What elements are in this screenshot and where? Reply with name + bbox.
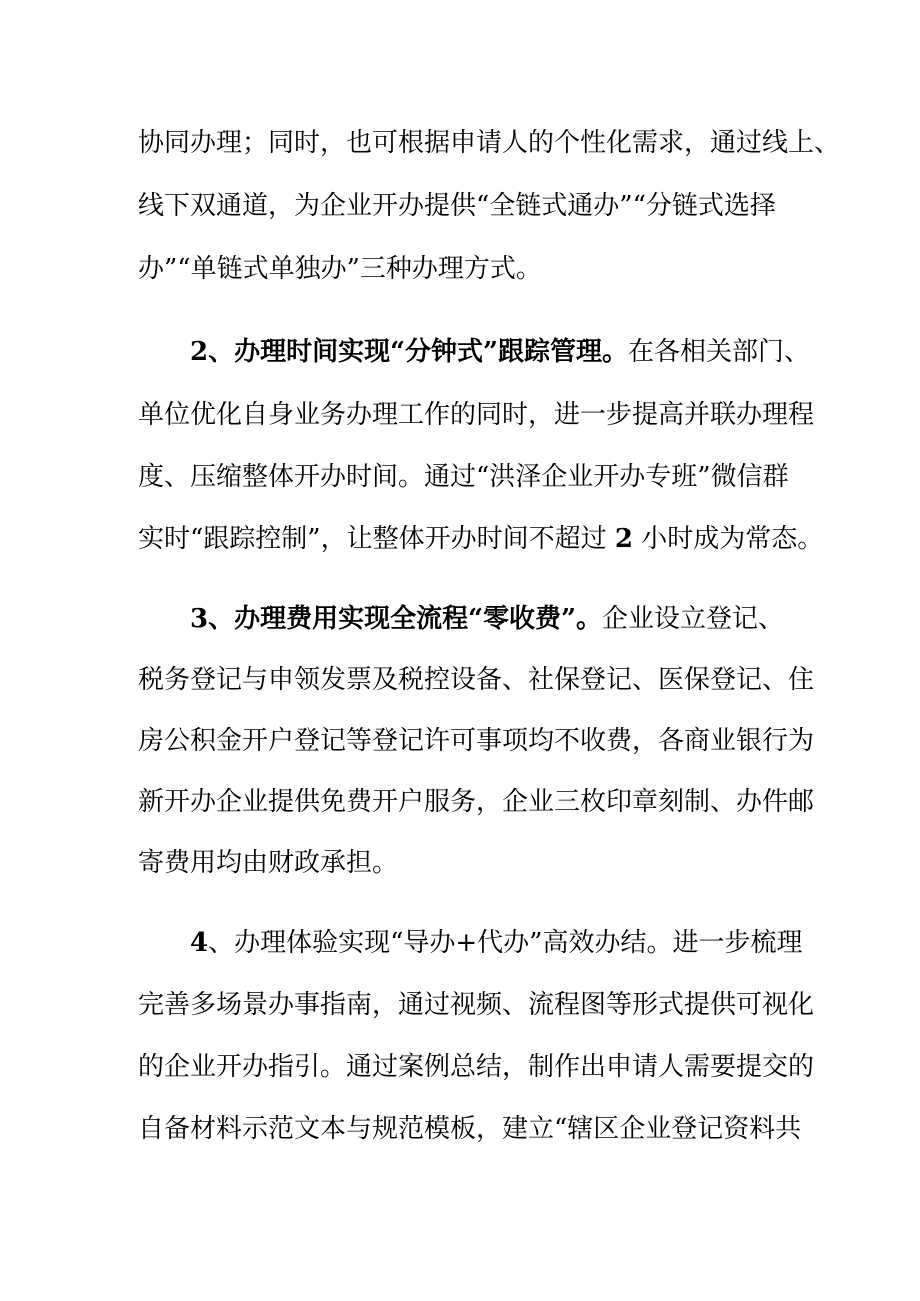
hours-number: 2 [614,524,633,554]
paragraph-line: 完善多场景办事指南，通过视频、流程图等形式提供可视化 [138,990,815,1020]
paragraph-line: 单位优化自身业务办理工作的同时，进一步提高并联办理程 [138,400,815,430]
paragraph-line: 办”“单链式单独办”三种办理方式。 [138,254,542,284]
paragraph-line: 线下双通道，为企业开办提供“全链式通办”“分链式选择 [138,191,776,221]
section-number: 4 [190,928,209,958]
paragraph-line: 度、压缩整体开办时间。通过“洪泽企业开办专班”微信群 [138,462,789,492]
paragraph-line: 房公积金开户登记等登记许可事项均不收费，各商业银行为 [138,726,815,756]
paragraph-line [138,519,824,559]
paragraph-line: 税务登记与申领发票及税控设备、社保登记、医保登记、住 [138,665,815,695]
paragraph-line: 的企业开办指引。通过案例总结，制作出申请人需要提交的 [138,1052,815,1082]
paragraph-text: 、办理体验实现“导办+代办”高效办结。进一步梳理 [208,928,803,958]
paragraph-text: 小时成为常态。 [632,524,824,554]
paragraph-line: 自备材料示范文本与规范模板，建立“辖区企业登记资料共 [138,1114,802,1144]
section-heading: 2、办理时间实现“分钟式”跟踪管理。 [190,337,629,367]
paragraph-line: 新开办企业提供免费开户服务，企业三枚印章刻制、办件邮 [138,787,815,817]
section-heading: 3、办理费用实现全流程“零收费”。 [190,604,603,634]
paragraph-line: 协同办理；同时，也可根据申请人的个性化需求，通过线上、 [138,128,841,158]
paragraph-first-line [190,599,850,639]
paragraph-text: 企业设立登记、 [602,604,785,634]
paragraph-text: 实时“跟踪控制”，让整体开办时间不超过 [138,524,615,554]
paragraph-first-line [190,332,850,372]
paragraph-first-line [190,923,850,963]
paragraph-line: 寄费用均由财政承担。 [138,848,399,878]
paragraph-text: 在各相关部门、 [628,337,811,367]
